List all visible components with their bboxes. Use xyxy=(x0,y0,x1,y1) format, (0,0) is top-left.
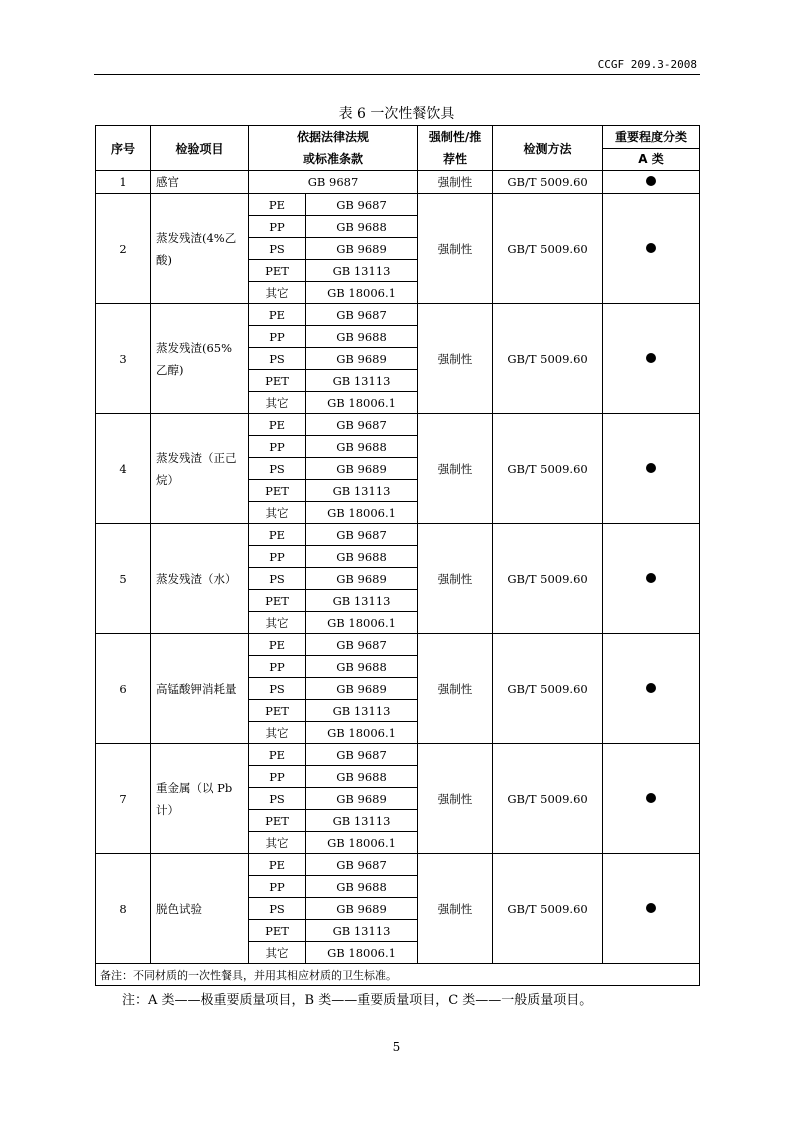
row-material-standard: GB 13113 xyxy=(306,700,418,722)
row-method: GB/T 5009.60 xyxy=(493,634,603,744)
header-item: 检验项目 xyxy=(151,126,249,171)
header-mandatory-line2: 荐性 xyxy=(443,152,468,166)
row-material-standard: GB 18006.1 xyxy=(306,942,418,964)
row-seq: 5 xyxy=(96,524,151,634)
row-material: PS xyxy=(249,568,306,590)
row-importance xyxy=(603,744,700,854)
row-material-standard: GB 18006.1 xyxy=(306,722,418,744)
row-mandatory: 强制性 xyxy=(418,171,493,194)
header-seq: 序号 xyxy=(96,126,151,171)
row-material-standard: GB 9687 xyxy=(306,854,418,876)
row-material-standard: GB 9687 xyxy=(306,744,418,766)
row-material: 其它 xyxy=(249,832,306,854)
importance-dot-icon xyxy=(646,573,656,583)
table-title: 表 6 一次性餐饮具 xyxy=(338,106,455,122)
header-mandatory xyxy=(418,126,493,171)
row-mandatory: 强制性 xyxy=(418,854,493,964)
table-row xyxy=(96,304,700,326)
table-row xyxy=(96,414,700,436)
table-row xyxy=(96,634,700,656)
row-material: PP xyxy=(249,876,306,898)
page-number: 5 xyxy=(392,1040,401,1054)
header-importance-label: 重要程度分类 xyxy=(603,126,699,149)
row-material: PP xyxy=(249,766,306,788)
row-standard: GB 9687 xyxy=(249,171,418,194)
row-material: PET xyxy=(249,480,306,502)
row-importance xyxy=(603,171,700,194)
row-material-standard: GB 9688 xyxy=(306,876,418,898)
row-material-standard: GB 9689 xyxy=(306,898,418,920)
importance-dot-icon xyxy=(646,683,656,693)
row-item: 高锰酸钾消耗量 xyxy=(151,634,249,744)
row-material-standard: GB 9687 xyxy=(306,634,418,656)
note-row xyxy=(96,964,700,986)
row-material: PS xyxy=(249,678,306,700)
row-importance xyxy=(603,854,700,964)
row-material: PP xyxy=(249,656,306,678)
row-material: PS xyxy=(249,348,306,370)
row-material-standard: GB 9687 xyxy=(306,414,418,436)
row-material-standard: GB 9688 xyxy=(306,436,418,458)
row-seq: 4 xyxy=(96,414,151,524)
importance-dot-icon xyxy=(646,243,656,253)
row-material: PE xyxy=(249,744,306,766)
row-item: 重金属（以 Pb 计） xyxy=(151,744,249,854)
footnote: 注：A 类——极重要质量项目，B 类——重要质量项目，C 类——一般质量项目。 xyxy=(122,993,593,1008)
row-material-standard: GB 18006.1 xyxy=(306,392,418,414)
table-row xyxy=(96,854,700,876)
row-importance xyxy=(603,524,700,634)
row-material-standard: GB 13113 xyxy=(306,260,418,282)
row-material-standard: GB 18006.1 xyxy=(306,282,418,304)
row-material-standard: GB 9688 xyxy=(306,326,418,348)
row-material-standard: GB 13113 xyxy=(306,480,418,502)
table-row xyxy=(96,194,700,216)
table-row xyxy=(96,524,700,546)
row-importance xyxy=(603,634,700,744)
importance-dot-icon xyxy=(646,903,656,913)
row-material: PET xyxy=(249,920,306,942)
table-note: 备注：不同材质的一次性餐具，并用其相应材质的卫生标准。 xyxy=(96,964,700,986)
header-law-line1: 依据法律法规 xyxy=(297,130,370,144)
importance-dot-icon xyxy=(646,793,656,803)
row-method: GB/T 5009.60 xyxy=(493,744,603,854)
row-material-standard: GB 9689 xyxy=(306,458,418,480)
table-row xyxy=(96,744,700,766)
row-method: GB/T 5009.60 xyxy=(493,414,603,524)
row-material: 其它 xyxy=(249,612,306,634)
row-material-standard: GB 9688 xyxy=(306,766,418,788)
row-seq: 3 xyxy=(96,304,151,414)
row-mandatory: 强制性 xyxy=(418,304,493,414)
row-item: 脱色试验 xyxy=(151,854,249,964)
header-mandatory-line1: 强制性/推 xyxy=(428,130,482,144)
row-material-standard: GB 9687 xyxy=(306,304,418,326)
row-material-standard: GB 9689 xyxy=(306,568,418,590)
row-material: PS xyxy=(249,238,306,260)
row-importance xyxy=(603,194,700,304)
row-material: PE xyxy=(249,304,306,326)
row-material-standard: GB 18006.1 xyxy=(306,612,418,634)
row-material-standard: GB 13113 xyxy=(306,590,418,612)
row-method: GB/T 5009.60 xyxy=(493,854,603,964)
row-material-standard: GB 9689 xyxy=(306,788,418,810)
row-material-standard: GB 18006.1 xyxy=(306,502,418,524)
header-divider xyxy=(94,74,700,75)
header-importance-sub: A 类 xyxy=(638,152,664,166)
row-material: PE xyxy=(249,194,306,216)
row-item: 蒸发残渣（正己烷） xyxy=(151,414,249,524)
row-material-standard: GB 13113 xyxy=(306,810,418,832)
row-material: PP xyxy=(249,216,306,238)
importance-dot-icon xyxy=(646,353,656,363)
row-material: PET xyxy=(249,370,306,392)
row-material-standard: GB 9688 xyxy=(306,216,418,238)
header-importance xyxy=(603,126,700,171)
row-material: PE xyxy=(249,854,306,876)
row-material: PE xyxy=(249,414,306,436)
row-seq: 8 xyxy=(96,854,151,964)
row-item: 蒸发残渣(65%乙醇) xyxy=(151,304,249,414)
row-method: GB/T 5009.60 xyxy=(493,304,603,414)
row-seq: 6 xyxy=(96,634,151,744)
row-importance xyxy=(603,304,700,414)
row-mandatory: 强制性 xyxy=(418,194,493,304)
row-material: PE xyxy=(249,634,306,656)
row-material: PE xyxy=(249,524,306,546)
document-code: CCGF 209.3-2008 xyxy=(597,58,697,71)
row-item: 感官 xyxy=(151,171,249,194)
row-material-standard: GB 13113 xyxy=(306,370,418,392)
row-material: PET xyxy=(249,260,306,282)
row-material: PS xyxy=(249,898,306,920)
row-material: PS xyxy=(249,458,306,480)
row-material: 其它 xyxy=(249,942,306,964)
row-method: GB/T 5009.60 xyxy=(493,194,603,304)
table-row xyxy=(96,171,700,194)
row-method: GB/T 5009.60 xyxy=(493,524,603,634)
table-body xyxy=(96,171,700,964)
row-material-standard: GB 9687 xyxy=(306,194,418,216)
row-seq: 2 xyxy=(96,194,151,304)
row-material: PET xyxy=(249,700,306,722)
row-mandatory: 强制性 xyxy=(418,744,493,854)
row-material-standard: GB 9688 xyxy=(306,546,418,568)
row-material: PP xyxy=(249,326,306,348)
row-material: PP xyxy=(249,546,306,568)
row-item: 蒸发残渣(4%乙酸) xyxy=(151,194,249,304)
header-method: 检测方法 xyxy=(493,126,603,171)
row-material-standard: GB 9689 xyxy=(306,348,418,370)
row-mandatory: 强制性 xyxy=(418,524,493,634)
row-material: 其它 xyxy=(249,722,306,744)
table-header-row xyxy=(96,126,700,171)
row-material-standard: GB 13113 xyxy=(306,920,418,942)
header-law-line2: 或标准条款 xyxy=(303,152,364,166)
header-law xyxy=(249,126,418,171)
row-importance xyxy=(603,414,700,524)
row-mandatory: 强制性 xyxy=(418,414,493,524)
row-material: PET xyxy=(249,810,306,832)
row-method: GB/T 5009.60 xyxy=(493,171,603,194)
row-material-standard: GB 9688 xyxy=(306,656,418,678)
inspection-table xyxy=(95,125,700,986)
row-mandatory: 强制性 xyxy=(418,634,493,744)
row-material: 其它 xyxy=(249,502,306,524)
row-item: 蒸发残渣（水） xyxy=(151,524,249,634)
row-seq: 1 xyxy=(96,171,151,194)
row-material-standard: GB 9689 xyxy=(306,678,418,700)
importance-dot-icon xyxy=(646,176,656,186)
row-material: 其它 xyxy=(249,282,306,304)
row-material: PET xyxy=(249,590,306,612)
importance-dot-icon xyxy=(646,463,656,473)
row-material-standard: GB 18006.1 xyxy=(306,832,418,854)
row-material: PP xyxy=(249,436,306,458)
row-material-standard: GB 9687 xyxy=(306,524,418,546)
row-material: 其它 xyxy=(249,392,306,414)
row-material-standard: GB 9689 xyxy=(306,238,418,260)
row-seq: 7 xyxy=(96,744,151,854)
row-material: PS xyxy=(249,788,306,810)
